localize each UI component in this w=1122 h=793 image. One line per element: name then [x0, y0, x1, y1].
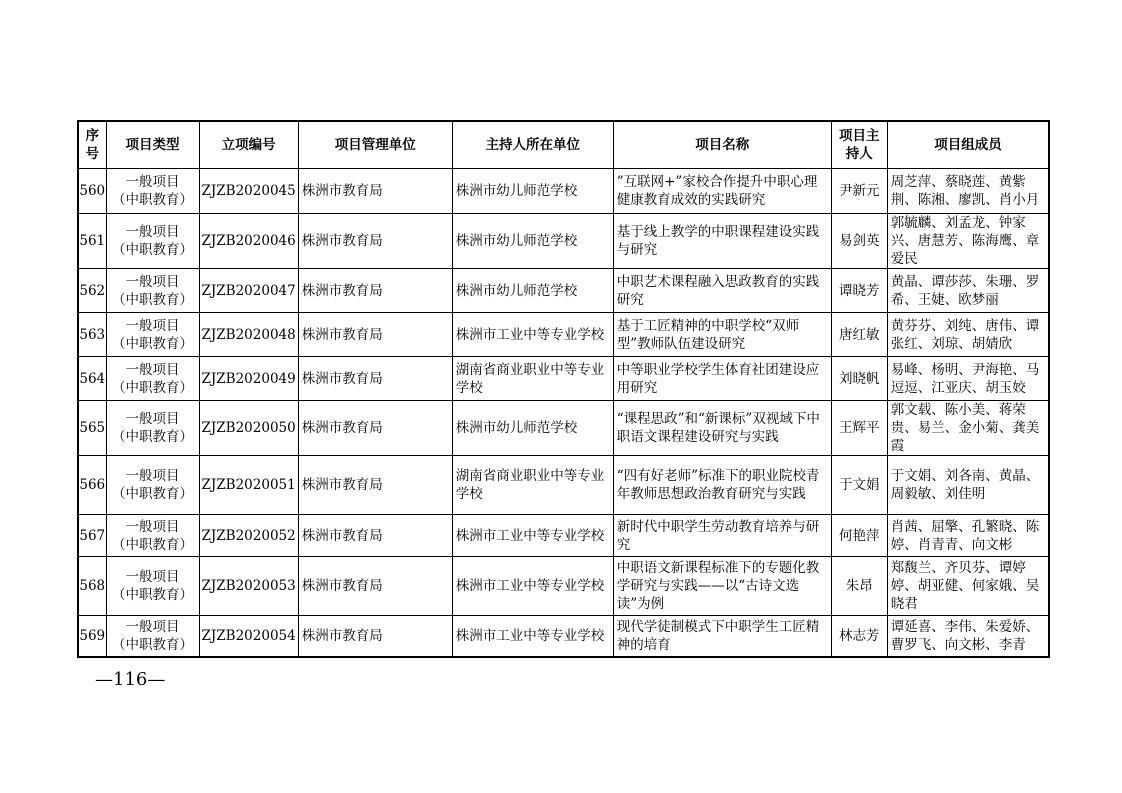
- cell-no: 568: [78, 557, 106, 616]
- header-code: 立项编号: [199, 121, 298, 169]
- cell-type: [106, 401, 199, 456]
- cell-members: 谭延喜、李伟、朱爱娇、曹罗飞、向文彬、李青: [887, 616, 1049, 657]
- cell-unit: 湖南省商业职业中等专业学校: [452, 456, 613, 515]
- cell-type-line2: （中职教育）: [112, 192, 193, 208]
- cell-unit: 株洲市幼儿师范学校: [452, 401, 613, 456]
- cell-members: 郑馥兰、齐贝芬、谭婷婷、胡亚健、何家娥、吴晓君: [887, 557, 1049, 616]
- cell-code: ZJZB2020053: [199, 557, 298, 616]
- cell-code: ZJZB2020052: [199, 515, 298, 557]
- table-row: [78, 616, 1049, 657]
- header-dept: 项目管理单位: [298, 121, 452, 169]
- cell-type-line2: （中职教育）: [112, 335, 193, 352]
- cell-code: ZJZB2020048: [199, 313, 298, 357]
- cell-no: 561: [78, 214, 106, 269]
- cell-type-line2: （中职教育）: [112, 379, 193, 396]
- project-table: [77, 120, 1050, 658]
- cell-type-line1: 一般项目: [125, 317, 180, 334]
- cell-dept: 株洲市教育局: [298, 269, 452, 313]
- cell-unit: 株洲市幼儿师范学校: [452, 169, 613, 214]
- cell-no: 564: [78, 357, 106, 401]
- table-row: [78, 401, 1049, 456]
- table-row: [78, 169, 1049, 214]
- cell-dept: 株洲市教育局: [298, 169, 452, 214]
- cell-name: 基于线上教学的中职课程建设实践与研究: [613, 214, 831, 269]
- cell-host: 王辉平: [831, 401, 887, 456]
- cell-unit: 株洲市幼儿师范学校: [452, 214, 613, 269]
- cell-type: [106, 616, 199, 657]
- cell-name: “四有好老师”标准下的职业院校青年教师思想政治教育研究与实践: [613, 456, 831, 515]
- cell-type-line1: 一般项目: [125, 411, 180, 427]
- header-unit: 主持人所在单位: [452, 121, 613, 169]
- cell-no: 566: [78, 456, 106, 515]
- cell-name: 基于工匠精神的中职学校“双师型”教师队伍建设研究: [613, 313, 831, 357]
- header-host: 项目主持人: [831, 121, 887, 169]
- header-name: 项目名称: [613, 121, 831, 169]
- cell-no: 563: [78, 313, 106, 357]
- cell-type-line1: 一般项目: [125, 618, 180, 635]
- cell-no: 562: [78, 269, 106, 313]
- cell-type-line1: 一般项目: [125, 569, 180, 585]
- cell-host: 于文娟: [831, 456, 887, 515]
- cell-code: ZJZB2020045: [199, 169, 298, 214]
- cell-no: 569: [78, 616, 106, 657]
- cell-dept: 株洲市教育局: [298, 616, 452, 657]
- cell-name: 新时代中职学生劳动教育培养与研究: [613, 515, 831, 557]
- table-row: [78, 515, 1049, 557]
- cell-type-line1: 一般项目: [125, 468, 180, 484]
- cell-dept: 株洲市教育局: [298, 557, 452, 616]
- cell-unit: 湖南省商业职业中等专业学校: [452, 357, 613, 401]
- cell-no: 565: [78, 401, 106, 456]
- cell-code: ZJZB2020047: [199, 269, 298, 313]
- cell-code: ZJZB2020046: [199, 214, 298, 269]
- cell-members: 于文娟、刘各南、黄晶、周毅敏、刘佳明: [887, 456, 1049, 515]
- cell-type-line2: （中职教育）: [112, 291, 193, 308]
- cell-host: 谭晓芳: [831, 269, 887, 313]
- cell-code: ZJZB2020050: [199, 401, 298, 456]
- cell-dept: 株洲市教育局: [298, 515, 452, 557]
- cell-unit: 株洲市工业中等专业学校: [452, 515, 613, 557]
- cell-type: [106, 456, 199, 515]
- table-row: [78, 214, 1049, 269]
- cell-type-line2: （中职教育）: [112, 587, 193, 603]
- cell-name: ”互联网+”家校合作提升中职心理健康教育成效的实践研究: [613, 169, 831, 214]
- cell-type-line2: （中职教育）: [112, 242, 193, 258]
- cell-type-line1: 一般项目: [125, 518, 180, 535]
- cell-type: [106, 515, 199, 557]
- table-row: [78, 313, 1049, 357]
- cell-type-line1: 一般项目: [125, 273, 180, 290]
- table-row: [78, 557, 1049, 616]
- header-no: 序号: [78, 121, 106, 169]
- cell-type: [106, 357, 199, 401]
- cell-dept: 株洲市教育局: [298, 401, 452, 456]
- cell-host: 易剑英: [831, 214, 887, 269]
- cell-no: 560: [78, 169, 106, 214]
- cell-dept: 株洲市教育局: [298, 313, 452, 357]
- cell-type-line2: （中职教育）: [112, 486, 193, 502]
- cell-members: 肖茜、屈擎、孔繁晓、陈婷、肖青青、向文彬: [887, 515, 1049, 557]
- cell-members: 黄晶、谭莎莎、朱珊、罗希、王婕、欧梦丽: [887, 269, 1049, 313]
- cell-type: [106, 557, 199, 616]
- cell-name: 现代学徒制模式下中职学生工匠精神的培育: [613, 616, 831, 657]
- cell-type-line1: 一般项目: [125, 224, 180, 240]
- cell-code: ZJZB2020054: [199, 616, 298, 657]
- cell-name: 中职语文新课程标准下的专题化教学研究与实践——以“古诗文选读”为例: [613, 557, 831, 616]
- cell-unit: 株洲市幼儿师范学校: [452, 269, 613, 313]
- cell-type: [106, 313, 199, 357]
- cell-dept: 株洲市教育局: [298, 357, 452, 401]
- cell-type-line2: （中职教育）: [112, 429, 193, 445]
- table-row: [78, 456, 1049, 515]
- table-row: [78, 269, 1049, 313]
- project-table-container: [77, 120, 1050, 658]
- cell-type: [106, 214, 199, 269]
- header-members: 项目组成员: [887, 121, 1049, 169]
- cell-type-line2: （中职教育）: [112, 536, 193, 553]
- cell-unit: 株洲市工业中等专业学校: [452, 313, 613, 357]
- cell-members: 郭毓麟、刘孟龙、钟家兴、唐慧芳、陈海鹰、章爱民: [887, 214, 1049, 269]
- cell-members: 郭文载、陈小美、蒋荣贵、易兰、金小菊、龚美霞: [887, 401, 1049, 456]
- cell-members: 周芝萍、蔡晓莲、黄紫荆、陈湘、廖凯、肖小月: [887, 169, 1049, 214]
- cell-dept: 株洲市教育局: [298, 214, 452, 269]
- cell-code: ZJZB2020051: [199, 456, 298, 515]
- cell-host: 朱昂: [831, 557, 887, 616]
- cell-name: 中职艺术课程融入思政教育的实践研究: [613, 269, 831, 313]
- cell-type-line1: 一般项目: [125, 361, 180, 378]
- cell-type-line1: 一般项目: [125, 174, 180, 190]
- cell-name: “课程思政”和“新课标”双视域下中职语文课程建设研究与实践: [613, 401, 831, 456]
- cell-type: [106, 269, 199, 313]
- cell-type: [106, 169, 199, 214]
- cell-code: ZJZB2020049: [199, 357, 298, 401]
- cell-unit: 株洲市工业中等专业学校: [452, 616, 613, 657]
- cell-type-line2: （中职教育）: [112, 636, 193, 653]
- cell-host: 唐红敏: [831, 313, 887, 357]
- header-type: 项目类型: [106, 121, 199, 169]
- cell-host: 林志芳: [831, 616, 887, 657]
- cell-members: 易峰、杨明、尹海艳、马逗逗、江亚庆、胡玉姣: [887, 357, 1049, 401]
- table-row: [78, 357, 1049, 401]
- cell-host: 何艳萍: [831, 515, 887, 557]
- table-header-row: [78, 121, 1049, 169]
- page-number: —116—: [95, 669, 166, 690]
- cell-host: 刘晓帆: [831, 357, 887, 401]
- cell-members: 黄芬芬、刘纯、唐伟、谭张红、刘琼、胡婧欣: [887, 313, 1049, 357]
- cell-no: 567: [78, 515, 106, 557]
- cell-host: 尹新元: [831, 169, 887, 214]
- cell-name: 中等职业学校学生体育社团建设应用研究: [613, 357, 831, 401]
- cell-unit: 株洲市工业中等专业学校: [452, 557, 613, 616]
- cell-dept: 株洲市教育局: [298, 456, 452, 515]
